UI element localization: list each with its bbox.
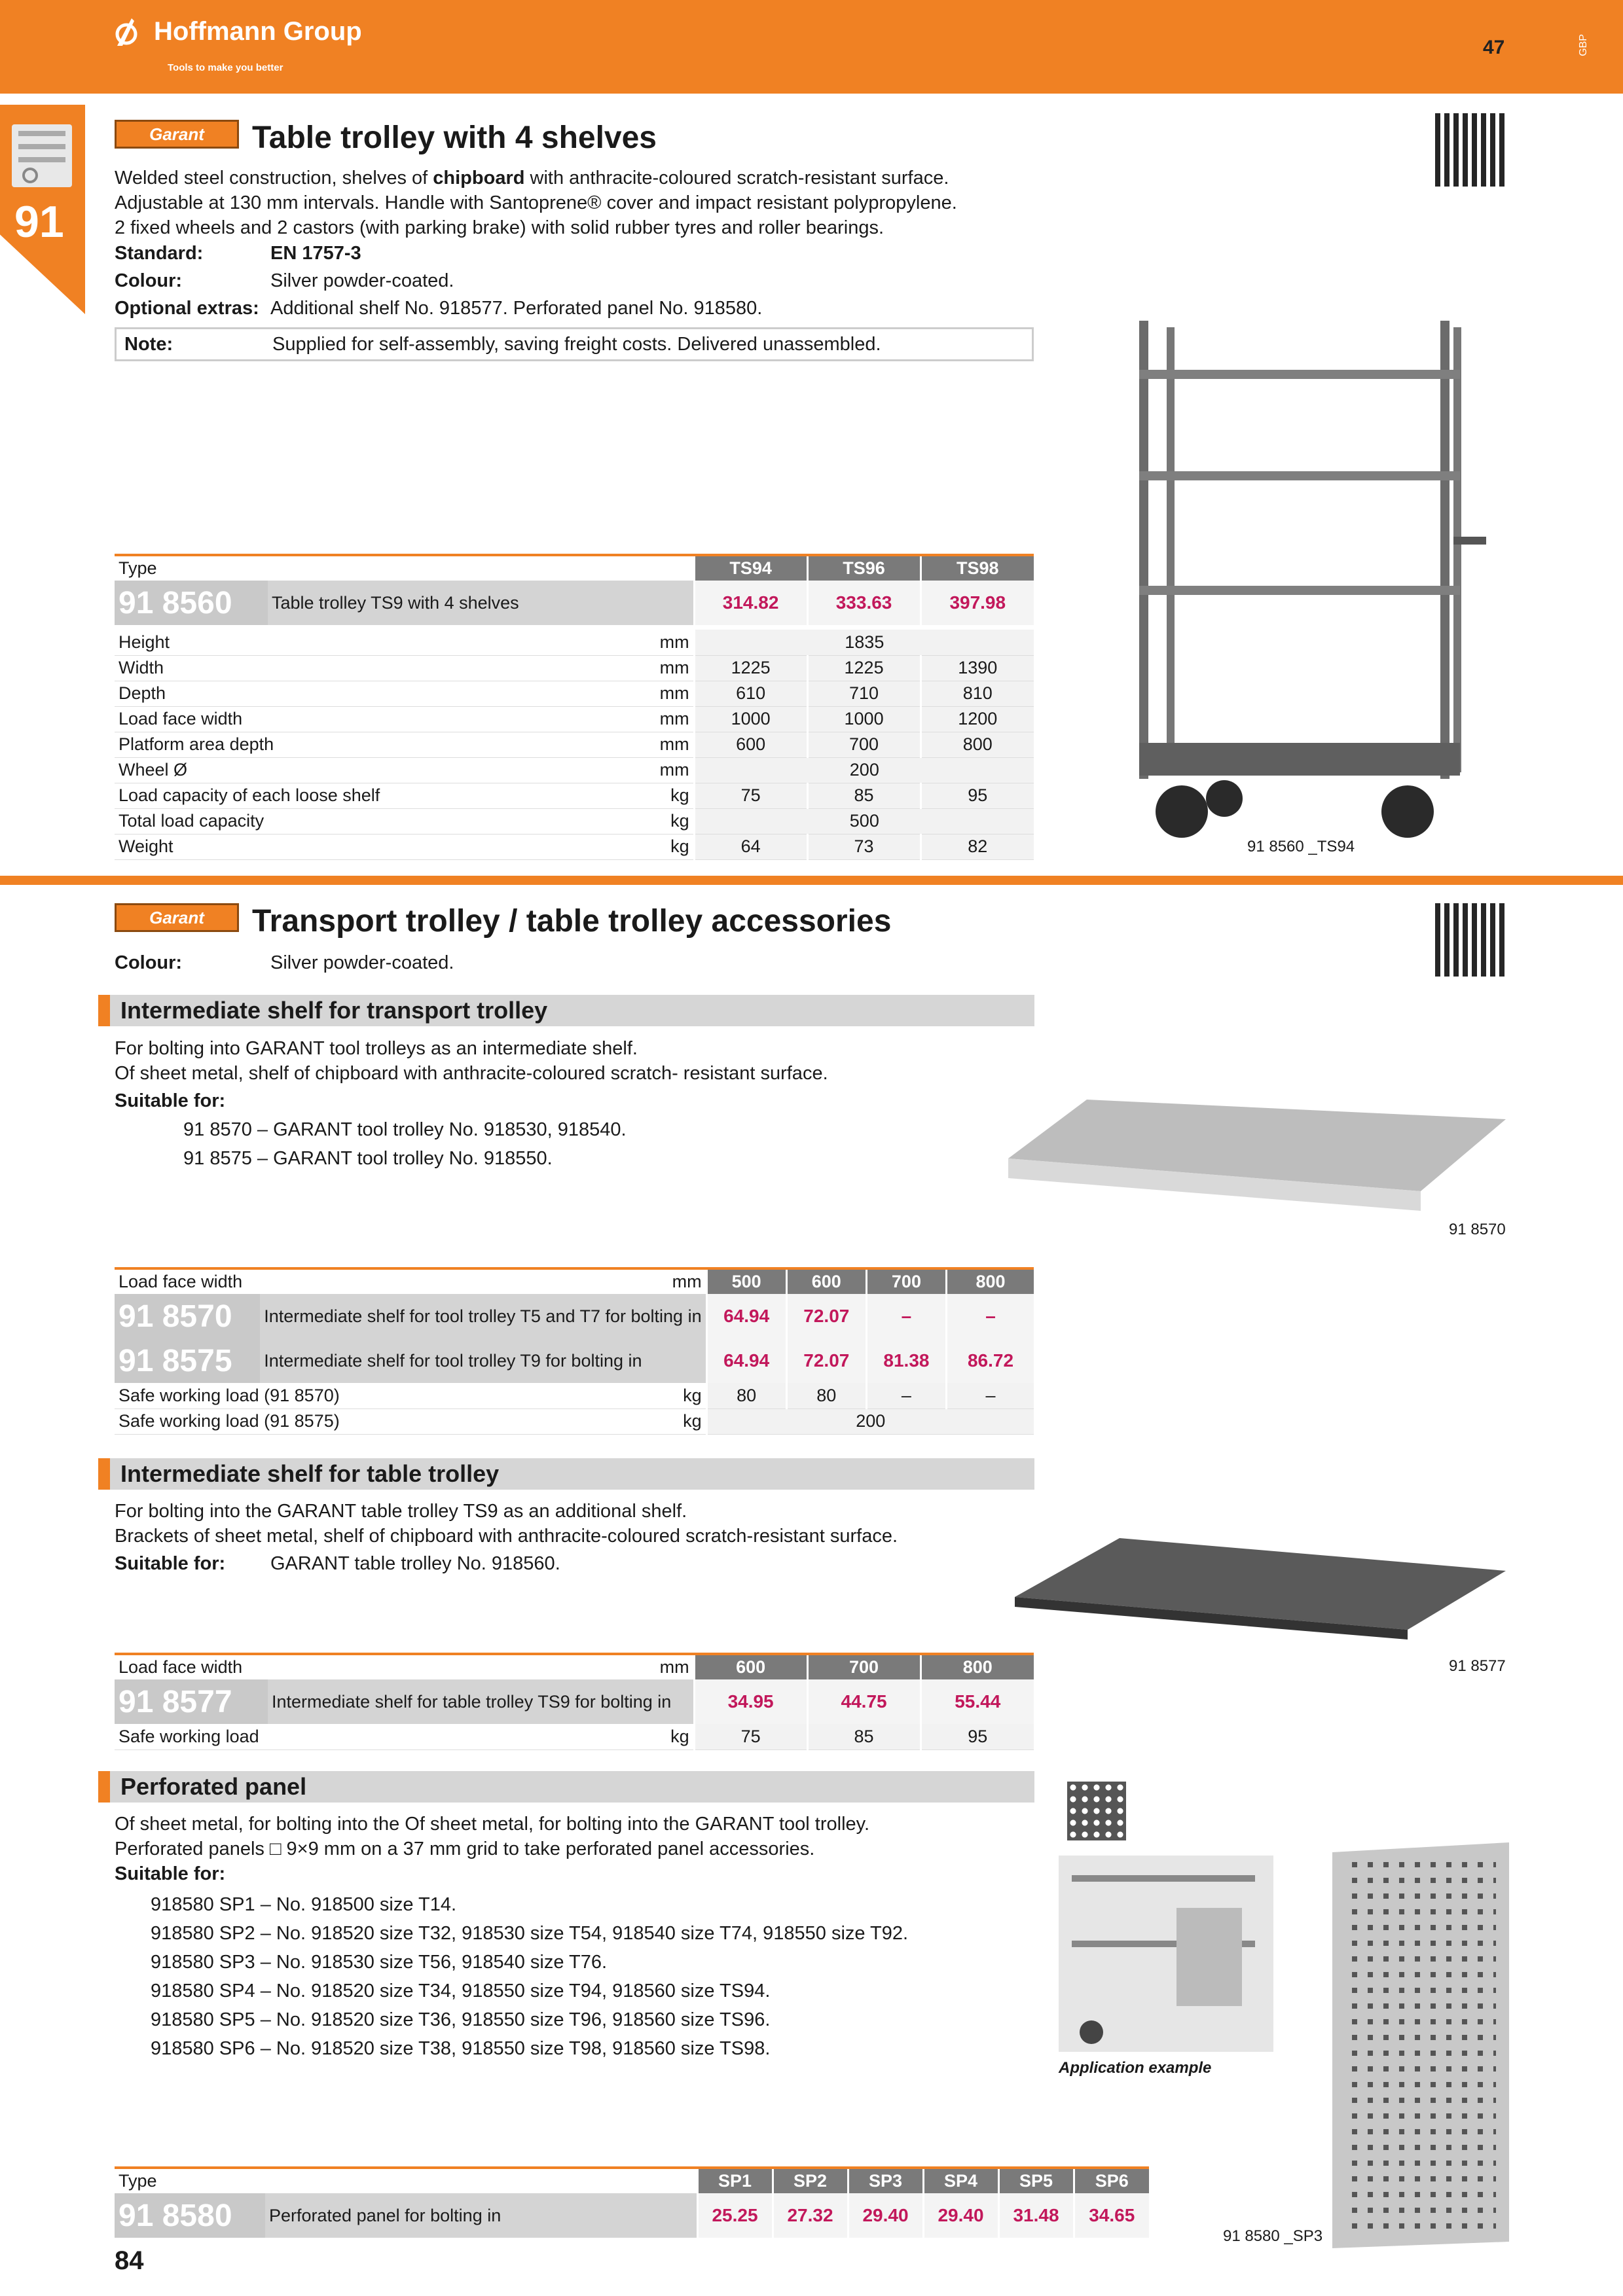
load-row-label (115, 1383, 706, 1408)
cell: 64 (694, 834, 807, 859)
spec-value: Silver powder-coated. (270, 270, 454, 291)
price: 34.65 (1074, 2193, 1149, 2238)
note-value: Supplied for self-assembly, saving freight costs. Delivered unassembled. (272, 333, 881, 355)
row-label: Total load capacity (115, 808, 641, 834)
brand-name: Hoffmann Group (154, 16, 362, 46)
unit: mm (641, 757, 694, 783)
spec-row (115, 240, 762, 267)
spec-value: Additional shelf No. 918577. Perforated panel No. 918580. (270, 298, 763, 319)
col-header: 600 (786, 1268, 866, 1294)
spec-key: Standard: (115, 243, 204, 264)
article-number[interactable]: 91 8570 (119, 1299, 232, 1334)
row-label: Safe working load (91 8575) (119, 1411, 340, 1431)
article-number[interactable]: 91 8560 (119, 585, 232, 620)
spec-table-row (115, 655, 1034, 681)
col-header: 800 (921, 1654, 1034, 1679)
cell: 75 (694, 783, 807, 808)
cell: 95 (921, 783, 1034, 808)
row-label: Platform area depth (115, 732, 641, 757)
product-title: Table trolley with 4 shelves (252, 120, 657, 155)
desc-line-3: 2 fixed wheels and 2 castors (with parking brake) with solid rubber tyres and roller bearings. (115, 217, 884, 238)
unit: kg (683, 1385, 702, 1405)
unit: mm (641, 681, 694, 706)
spec-table-row (115, 757, 1034, 783)
cell: 1225 (694, 655, 807, 681)
cell: 200 (694, 757, 1034, 783)
cell: 73 (807, 834, 921, 859)
region-code: GBP (1577, 34, 1589, 56)
unit: kg (641, 834, 694, 859)
suitable-list (115, 1890, 1044, 2063)
text-line: Brackets of sheet metal, shelf of chipboard with anthracite-coloured scratch-resistant surface. (115, 1526, 898, 1547)
unit: mm (672, 1272, 702, 1291)
load-face-label: Load face width (119, 1272, 243, 1291)
price: 314.82 (694, 581, 807, 625)
price: 44.75 (807, 1679, 921, 1724)
col-header: SP6 (1074, 2168, 1149, 2193)
cell: 810 (921, 681, 1034, 706)
price-table (115, 1267, 1034, 1435)
unit: kg (670, 1726, 689, 1746)
suitable-item: 918580 SP5 – No. 918520 size T36, 918550 size T96, 918560 size TS96. (151, 2009, 771, 2030)
page-footer-number: 84 (115, 2246, 144, 2275)
suitable-item: 918580 SP2 – No. 918520 size T32, 918530 size T54, 918540 size T74, 918550 size T92. (151, 1923, 909, 1944)
suitable-item: 918580 SP6 – No. 918520 size T38, 918550 size T98, 918560 size TS98. (151, 2038, 771, 2059)
article-description: Perforated panel for bolting in (265, 2193, 697, 2238)
qr-code-icon[interactable] (1435, 903, 1508, 977)
unit: kg (641, 808, 694, 834)
price-table (115, 1653, 1034, 1750)
col-header: 500 (706, 1268, 786, 1294)
row-label: Depth (115, 681, 641, 706)
text-line: Of sheet metal, for bolting into the Of sheet metal, for bolting into the GARANT tool trolley. (115, 1814, 870, 1835)
col-header: SP5 (998, 2168, 1074, 2193)
suitable-item: 91 8575 – GARANT tool trolley No. 918550. (183, 1148, 553, 1169)
row-label: Wheel Ø (115, 757, 641, 783)
application-caption: Application example (1059, 2059, 1212, 2077)
row-label: Safe working load (119, 1726, 259, 1746)
load-face-label: Load face width (119, 1657, 243, 1677)
cell: 1225 (807, 655, 921, 681)
type-label: Type (115, 555, 694, 581)
desc-line-1b: chipboard (433, 168, 525, 188)
spec-key: Colour: (115, 270, 183, 291)
application-example-image (1059, 1856, 1273, 2052)
unit: mm (659, 1657, 689, 1677)
garant-logo (115, 120, 239, 149)
brand-logo[interactable] (115, 14, 362, 48)
image-caption: 91 8570 (1449, 1221, 1506, 1238)
price: 81.38 (866, 1338, 946, 1383)
table-shelf-image (1002, 1532, 1512, 1643)
section-divider (0, 876, 1623, 885)
load-face-row-label (115, 1654, 694, 1679)
perforated-panel-image (1332, 1842, 1509, 2248)
spec-table (115, 630, 1034, 860)
subsection-heading: Intermediate shelf for transport trolley (98, 995, 1034, 1026)
colour-spec (115, 949, 454, 977)
col-header: 600 (694, 1654, 807, 1679)
row-label: Height (115, 630, 641, 655)
cell: 610 (694, 681, 807, 706)
price: 27.32 (773, 2193, 848, 2238)
image-caption: 91 8577 (1449, 1657, 1506, 1675)
col-header: SP4 (923, 2168, 998, 2193)
price: – (866, 1294, 946, 1338)
cell: 800 (921, 732, 1034, 757)
subsection-heading: Perforated panel (98, 1771, 1034, 1803)
load-face-row-label (115, 1268, 706, 1294)
spec-table-row (115, 681, 1034, 706)
brand-tagline: Tools to make you better (168, 62, 283, 73)
cell: 80 (706, 1383, 786, 1408)
type-label: Type (115, 2168, 697, 2193)
suitable-item: 918580 SP4 – No. 918520 size T34, 918550 size T94, 918560 size TS94. (151, 1981, 771, 2001)
col-header: 700 (807, 1654, 921, 1679)
load-row-label (115, 1724, 694, 1749)
col-header: SP1 (697, 2168, 773, 2193)
cell: 500 (694, 808, 1034, 834)
desc-line-1a: Welded steel construction, shelves of (115, 168, 433, 188)
price: 397.98 (921, 581, 1034, 625)
qr-code-icon[interactable] (1435, 113, 1508, 187)
cell: 1835 (694, 630, 1034, 655)
col-header: 700 (866, 1268, 946, 1294)
cell: 95 (921, 1724, 1034, 1749)
spec-value: Silver powder-coated. (270, 952, 454, 973)
unit: mm (641, 706, 694, 732)
note-key: Note: (124, 333, 173, 355)
perforated-icon (1067, 1782, 1126, 1840)
cell: 1390 (921, 655, 1034, 681)
suitable-label: Suitable for: (115, 1553, 226, 1574)
spec-key: Colour: (115, 952, 183, 973)
row-label: Weight (115, 834, 641, 859)
subsection-text (115, 1036, 1031, 1171)
suitable-item: GARANT table trolley No. 918560. (270, 1553, 560, 1574)
suitable-item: 918580 SP1 – No. 918500 size T14. (151, 1894, 457, 1915)
text-line: For bolting into GARANT tool trolleys as an intermediate shelf. (115, 1038, 638, 1059)
article-description: Intermediate shelf for table trolley TS9 for bolting in (268, 1679, 694, 1724)
article-number[interactable]: 91 8577 (119, 1684, 232, 1719)
col-header: 800 (947, 1268, 1034, 1294)
price: 29.40 (848, 2193, 923, 2238)
cell: 82 (921, 834, 1034, 859)
spec-table-row (115, 783, 1034, 808)
page-number-top: 47 (1483, 37, 1505, 58)
unit: kg (683, 1411, 702, 1431)
cell: 1000 (807, 706, 921, 732)
hoffmann-logo-icon (115, 14, 149, 48)
suitable-item: 918580 SP3 – No. 918530 size T56, 918540 size T76. (151, 1952, 608, 1973)
trolley-icon (12, 124, 72, 187)
price-table (115, 2166, 1149, 2238)
load-row-label (115, 1408, 706, 1434)
article-number[interactable]: 91 8575 (119, 1343, 232, 1378)
cell: – (866, 1383, 946, 1408)
spec-table-row (115, 834, 1034, 859)
spec-table-row (115, 630, 1034, 655)
unit: mm (641, 732, 694, 757)
price-table (115, 554, 1034, 625)
article-description: Intermediate shelf for tool trolley T9 for bolting in (260, 1338, 706, 1383)
price: 34.95 (694, 1679, 807, 1724)
suitable-label: Suitable for: (115, 1090, 226, 1111)
spec-table-row (115, 706, 1034, 732)
price: 64.94 (706, 1294, 786, 1338)
table-trolley-image (1126, 314, 1493, 857)
text-line: Of sheet metal, shelf of chipboard with anthracite-coloured scratch- resistant surface. (115, 1063, 828, 1084)
suitable-item: 91 8570 – GARANT tool trolley No. 918530, 918540. (183, 1119, 627, 1140)
text-line: Perforated panels □ 9×9 mm on a 37 mm grid to take perforated panel accessories. (115, 1839, 815, 1859)
cell: 1200 (921, 706, 1034, 732)
suitable-label: Suitable for: (115, 1863, 226, 1884)
unit: mm (641, 655, 694, 681)
cell: 80 (786, 1383, 866, 1408)
row-label: Safe working load (91 8570) (119, 1385, 340, 1405)
spec-row (115, 267, 762, 295)
chapter-number: 91 (14, 197, 64, 247)
subsection-heading: Intermediate shelf for table trolley (98, 1458, 1034, 1490)
price: 72.07 (786, 1294, 866, 1338)
garant-logo-text: Garant (149, 907, 204, 927)
garant-logo-text: Garant (149, 124, 204, 144)
cell: 85 (807, 783, 921, 808)
cell: – (947, 1383, 1034, 1408)
cell: 710 (807, 681, 921, 706)
intermediate-shelf-image (1002, 1093, 1512, 1217)
price: 29.40 (923, 2193, 998, 2238)
subsection-text (115, 1812, 1044, 2063)
spec-row (115, 295, 762, 322)
article-description: Intermediate shelf for tool trolley T5 and T7 for bolting in (260, 1294, 706, 1338)
col-header: SP3 (848, 2168, 923, 2193)
price: – (947, 1294, 1034, 1338)
cell: 85 (807, 1724, 921, 1749)
cell: 1000 (694, 706, 807, 732)
desc-line-2: Adjustable at 130 mm intervals. Handle with Santoprene® cover and impact resistant polypropylene. (115, 192, 957, 213)
cell: 200 (706, 1408, 1034, 1434)
section-title: Transport trolley / table trolley accessories (252, 904, 892, 939)
spec-table-row (115, 732, 1034, 757)
price: 25.25 (697, 2193, 773, 2238)
price: 64.94 (706, 1338, 786, 1383)
product-description (115, 166, 1044, 240)
article-number[interactable]: 91 8580 (119, 2198, 232, 2233)
cell: 75 (694, 1724, 807, 1749)
image-caption: 91 8580 _SP3 (1223, 2227, 1323, 2245)
garant-logo (115, 903, 239, 932)
cell: 700 (807, 732, 921, 757)
col-header: TS96 (807, 555, 921, 581)
spec-key: Optional extras: (115, 298, 259, 319)
note-box (115, 327, 1034, 361)
price: 31.48 (998, 2193, 1074, 2238)
row-label: Load face width (115, 706, 641, 732)
row-label: Width (115, 655, 641, 681)
col-header: SP2 (773, 2168, 848, 2193)
spec-table-row (115, 808, 1034, 834)
unit: kg (641, 783, 694, 808)
text-line: For bolting into the GARANT table trolley TS9 as an additional shelf. (115, 1501, 687, 1522)
spec-list (115, 240, 762, 322)
subsection-text (115, 1499, 1031, 1577)
col-header: TS94 (694, 555, 807, 581)
price: 86.72 (947, 1338, 1034, 1383)
desc-line-1c: with anthracite-coloured scratch-resistant surface. (524, 168, 949, 188)
price: 55.44 (921, 1679, 1034, 1724)
row-label: Load capacity of each loose shelf (115, 783, 641, 808)
spec-value: EN 1757-3 (270, 243, 361, 264)
price: 333.63 (807, 581, 921, 625)
col-header: TS98 (921, 555, 1034, 581)
price: 72.07 (786, 1338, 866, 1383)
article-description: Table trolley TS9 with 4 shelves (268, 581, 694, 625)
image-caption: 91 8560 _TS94 (1247, 838, 1355, 855)
unit: mm (641, 630, 694, 655)
cell: 600 (694, 732, 807, 757)
